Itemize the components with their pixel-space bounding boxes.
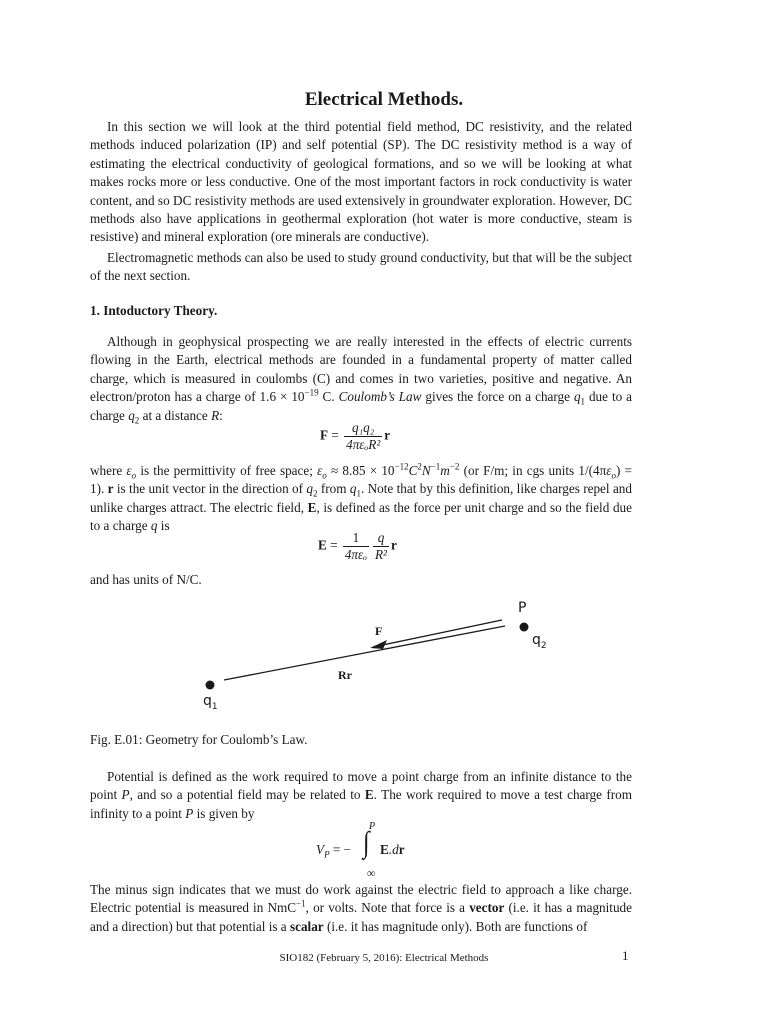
- integral-lower-limit: ∞: [367, 866, 376, 880]
- integral-sign: ∫: [362, 826, 370, 859]
- potential-paragraph-1: Potential is defined as the work required to move a point charge from an infinite distance to the point P, and so a potential field may be related to E. The work required to move a test charge from infinity to a point P is given by: [90, 769, 633, 821]
- integral-upper-limit: P: [369, 821, 376, 832]
- theory-paragraph-3: and has units of N/C.: [90, 572, 202, 587]
- electric-field-equation: E = $\frac{1}{\text{4πεₒ}}$ $\frac{q}{\text{R²}}$ r: [318, 530, 397, 562]
- section-heading: 1. Intoductory Theory.: [90, 303, 218, 318]
- document-title: Electrical Methods.: [304, 89, 464, 110]
- force-arrow-shaft: [373, 620, 502, 647]
- potential-equation: $V_P$ = −: [316, 842, 352, 860]
- charge-q2-dot: [520, 623, 529, 632]
- page-footer: SIO182 (February 5, 2016): Electrical Methods: [279, 952, 489, 964]
- theory-paragraph-2: where $\varepsilon_o$ is the permittivity of free space; $\varepsilon_o \approx 8.85 \times 10^{-12}C^2N^{-1}m^{-2}$ (or F/m; in cgs units $1/(4\pi\varepsilon_o) = 1$). r is the unit vector in the direction of $q_2$ from $q_1$. Note that by this definition, like charges repel and unlike charges attract. The electric field, E, is defined as the force per unit charge and so the field due to a charge q is: [90, 461, 632, 534]
- page-number: 1: [622, 948, 629, 963]
- coulomb-law-figure: [190, 598, 560, 718]
- intro-paragraph-2: Electromagnetic methods can also be used to study ground conductivity, but that will be the subject of the next section.: [90, 250, 632, 284]
- integrand: E.dr: [380, 842, 405, 857]
- charge-q1-label: $q_1$: [203, 693, 218, 712]
- figure-caption: Fig. E.01: Geometry for Coulomb’s Law.: [90, 732, 308, 747]
- potential-paragraph-2: The minus sign indicates that we must do work against the electric field to approach a like charge. Electric potential is measured in NmC$^{-1}$, or volts. Note that force is a vector (i.e. it has a magnitude and a direction) but that potential is a scalar (i.e. it has magnitude only). Both are functions of: [90, 882, 632, 934]
- coulomb-force-equation: F = $\frac{\text{q₁q₂}}{\text{4πεₒR²}}$ r: [320, 420, 391, 452]
- intro-paragraph-1: In this section we will look at the third potential field method, DC resistivity, and the related methods induced polarization (IP) and self potential (SP). The DC resistivity method is a way of estimating the electrical conductivity of geological formations, and so we will be looking at what makes rocks more or less conductive. One of the most important factors in rock conductivity is water content, and so DC resistivity methods are used extensively in groundwater exploration. However, DC methods also have applications in geothermal exploration (hot water is more conductive, steam is resistive) and mineral exploration (ore minerals are conductive).: [90, 119, 632, 245]
- point-p-label: P: [518, 600, 527, 616]
- distance-label: Rr: [338, 668, 352, 682]
- theory-paragraph-1: Although in geophysical prospecting we are really interested in the effects of electric currents flowing in the Earth, electrical methods are founded in a fundamental property of matter called charge, which is measured in coulombs (C) and comes in two varieties, positive and negative. An electron/proton has a charge of $1.6 \times 10^{-19}$ C. Coulomb’s Law gives the force on a charge $q_1$ due to a charge $q_2$ at a distance R:: [90, 334, 632, 426]
- charge-q2-label: $q_2$: [532, 632, 547, 651]
- force-arrowhead: [370, 640, 387, 649]
- force-label: F: [375, 624, 383, 638]
- charge-q1-dot: [206, 681, 215, 690]
- distance-line-rr: [224, 626, 505, 680]
